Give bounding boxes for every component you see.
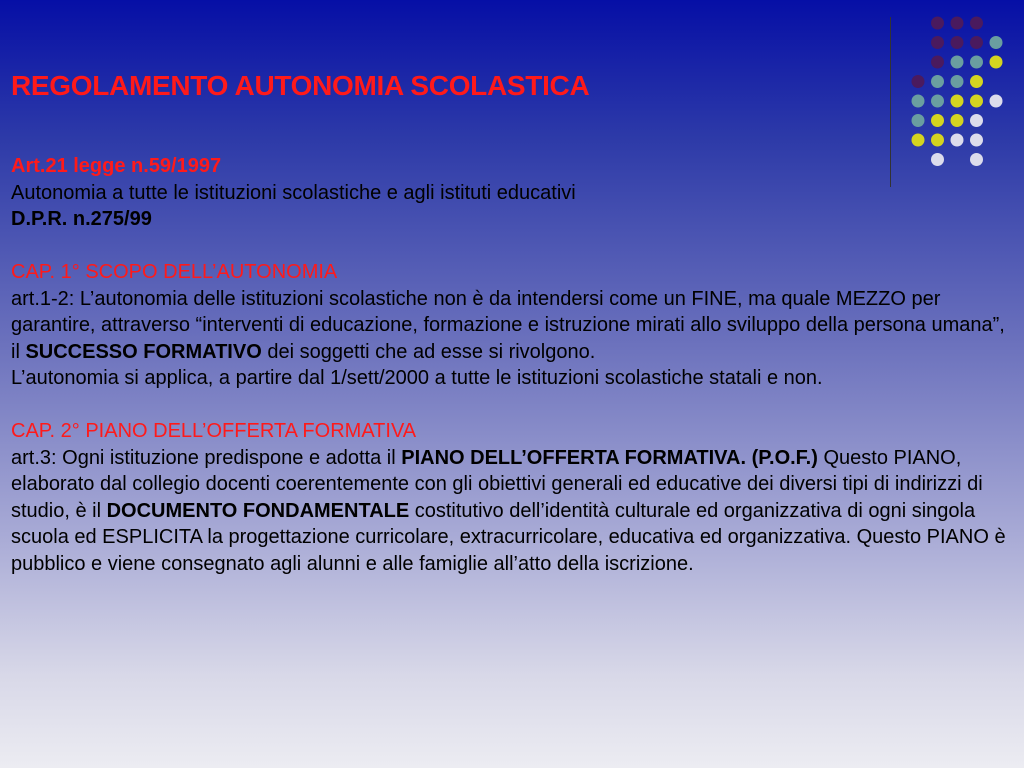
decorative-dot — [951, 17, 964, 30]
decorative-dot — [912, 75, 925, 88]
cap2-text-b: Questo PIANO, elaborato dal collegio docenti coerentemente con gli obiettivi generali ed educative dei diversi tipi di indirizzi di studio, è il — [11, 446, 983, 522]
decorative-dot — [951, 134, 964, 147]
slide-title: REGOLAMENTO AUTONOMIA SCOLASTICA — [11, 70, 590, 101]
cap1-heading: CAP. 1° SCOPO DELL’AUTONOMIA — [11, 261, 338, 283]
decorative-dot — [990, 95, 1003, 108]
decorative-dot — [931, 17, 944, 30]
decorative-dot — [970, 95, 983, 108]
decorative-dot — [951, 56, 964, 69]
dpr-reference: D.P.R. n.275/99 — [11, 208, 152, 230]
cap2-paragraph — [11, 445, 1011, 578]
decorative-dot — [970, 17, 983, 30]
cap2-text-c: costitutivo dell’identità culturale ed organizzativa di ogni singola scuola ed ESPLICITA la progettazione curricolare, extracurricolare, educativa ed organizzativa. Questo PIANO è pubblico e viene consegnato agli alunni e alle famiglie all’atto della iscrizione. — [11, 499, 1006, 575]
decorative-dot — [970, 75, 983, 88]
decorative-dot — [931, 56, 944, 69]
cap1-paragraph-2: L’autonomia si applica, a partire dal 1/sett/2000 a tutte le istituzioni scolastiche statali e non. — [11, 367, 823, 389]
decorative-dot — [931, 114, 944, 127]
decorative-dot — [970, 134, 983, 147]
decorative-dot — [912, 114, 925, 127]
decorative-dot — [990, 56, 1003, 69]
cap2-heading: CAP. 2° PIANO DELL’OFFERTA FORMATIVA — [11, 420, 417, 442]
decorative-dot — [912, 95, 925, 108]
slide-body — [11, 153, 1011, 577]
cap2-bold-pof: PIANO DELL’OFFERTA FORMATIVA. (P.O.F.) — [401, 446, 818, 469]
decorative-dot — [931, 95, 944, 108]
cap1-text-b: dei soggetti che ad esse si rivolgono. — [261, 340, 596, 363]
decorative-dot — [912, 134, 925, 147]
law-description: Autonomia a tutte le istituzioni scolastiche e agli istituti educativi — [11, 181, 576, 204]
decorative-dot — [931, 36, 944, 49]
decorative-dot — [951, 75, 964, 88]
decorative-dot — [951, 114, 964, 127]
decorative-dot — [970, 56, 983, 69]
decorative-dot — [970, 36, 983, 49]
cap1-paragraph — [11, 286, 1011, 366]
decorative-dot — [990, 36, 1003, 49]
cap1-text-a: art.1-2: L’autonomia delle istituzioni scolastiche non è da intendersi come un FINE, ma quale MEZZO per garantire, attraverso “interventi di educazione, formazione e istruzione mirati allo sviluppo della persona umana”, il — [11, 287, 1005, 363]
dot-grid-decoration — [910, 16, 1010, 166]
decorative-dot — [931, 134, 944, 147]
law-reference: Art.21 legge n.59/1997 — [11, 155, 222, 177]
decorative-dot — [931, 75, 944, 88]
dot-grid-svg — [910, 16, 1010, 166]
cap2-bold-document: DOCUMENTO FONDAMENTALE — [106, 499, 410, 522]
cap1-bold: SUCCESSO FORMATIVO — [25, 340, 262, 363]
decorative-dot — [951, 36, 964, 49]
cap2-text-a: art.3: Ogni istituzione predispone e adotta il — [11, 446, 402, 469]
decorative-dot — [951, 95, 964, 108]
decorative-dot — [970, 114, 983, 127]
